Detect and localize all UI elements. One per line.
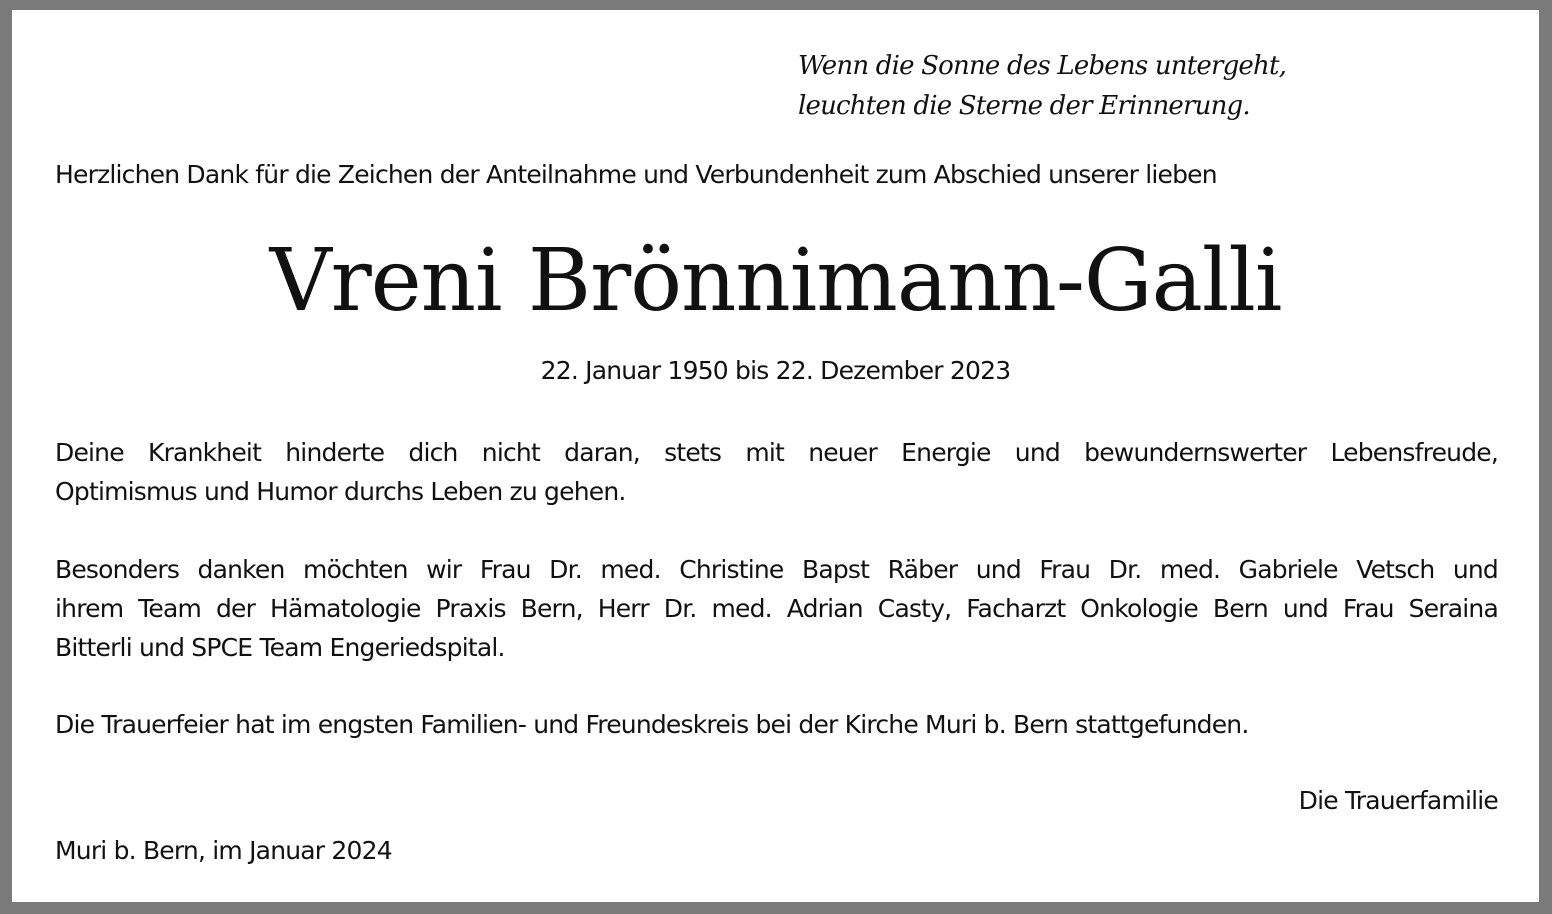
motto-quote <box>798 46 1286 126</box>
paragraph-line: Bitterli und SPCE Team Engeriedspital. <box>55 633 505 662</box>
intro-text: Herzlichen Dank für die Zeichen der Anteilnahme und Verbundenheit zum Abschied unserer lieben <box>55 160 1217 189</box>
life-dates: 22. Januar 1950 bis 22. Dezember 2023 <box>540 356 1011 385</box>
paragraph-illness <box>55 433 1498 511</box>
motto-line-1: Wenn die Sonne des Lebens untergeht, <box>798 51 1287 81</box>
deceased-name: Vreni Brönnimann-Galli <box>269 231 1282 331</box>
paragraph-line: Besonders danken möchten wir Frau Dr. med. Christine Bapst Räber und Frau Dr. med. Gabriele Vetsch und <box>55 555 1498 584</box>
motto-line-2: leuchten die Sterne der Erinnerung. <box>798 91 1250 121</box>
obituary-card <box>12 10 1539 902</box>
paragraph-thanks <box>55 550 1498 667</box>
paragraph-line: Deine Krankheit hinderte dich nicht daran, stets mit neuer Energie und bewundernswerter Lebensfreude, <box>55 438 1498 467</box>
signature: Die Trauerfamilie <box>1298 786 1498 815</box>
paragraph-line: ihrem Team der Hämatologie Praxis Bern, Herr Dr. med. Adrian Casty, Facharzt Onkologie Bern und Frau Seraina <box>55 594 1498 623</box>
paragraph-line: Optimismus und Humor durchs Leben zu gehen. <box>55 477 626 506</box>
paragraph-line: Die Trauerfeier hat im engsten Familien- und Freundeskreis bei der Kirche Muri b. Bern stattgefunden. <box>55 710 1249 739</box>
paragraph-funeral <box>55 705 1498 744</box>
place-date: Muri b. Bern, im Januar 2024 <box>55 836 392 865</box>
